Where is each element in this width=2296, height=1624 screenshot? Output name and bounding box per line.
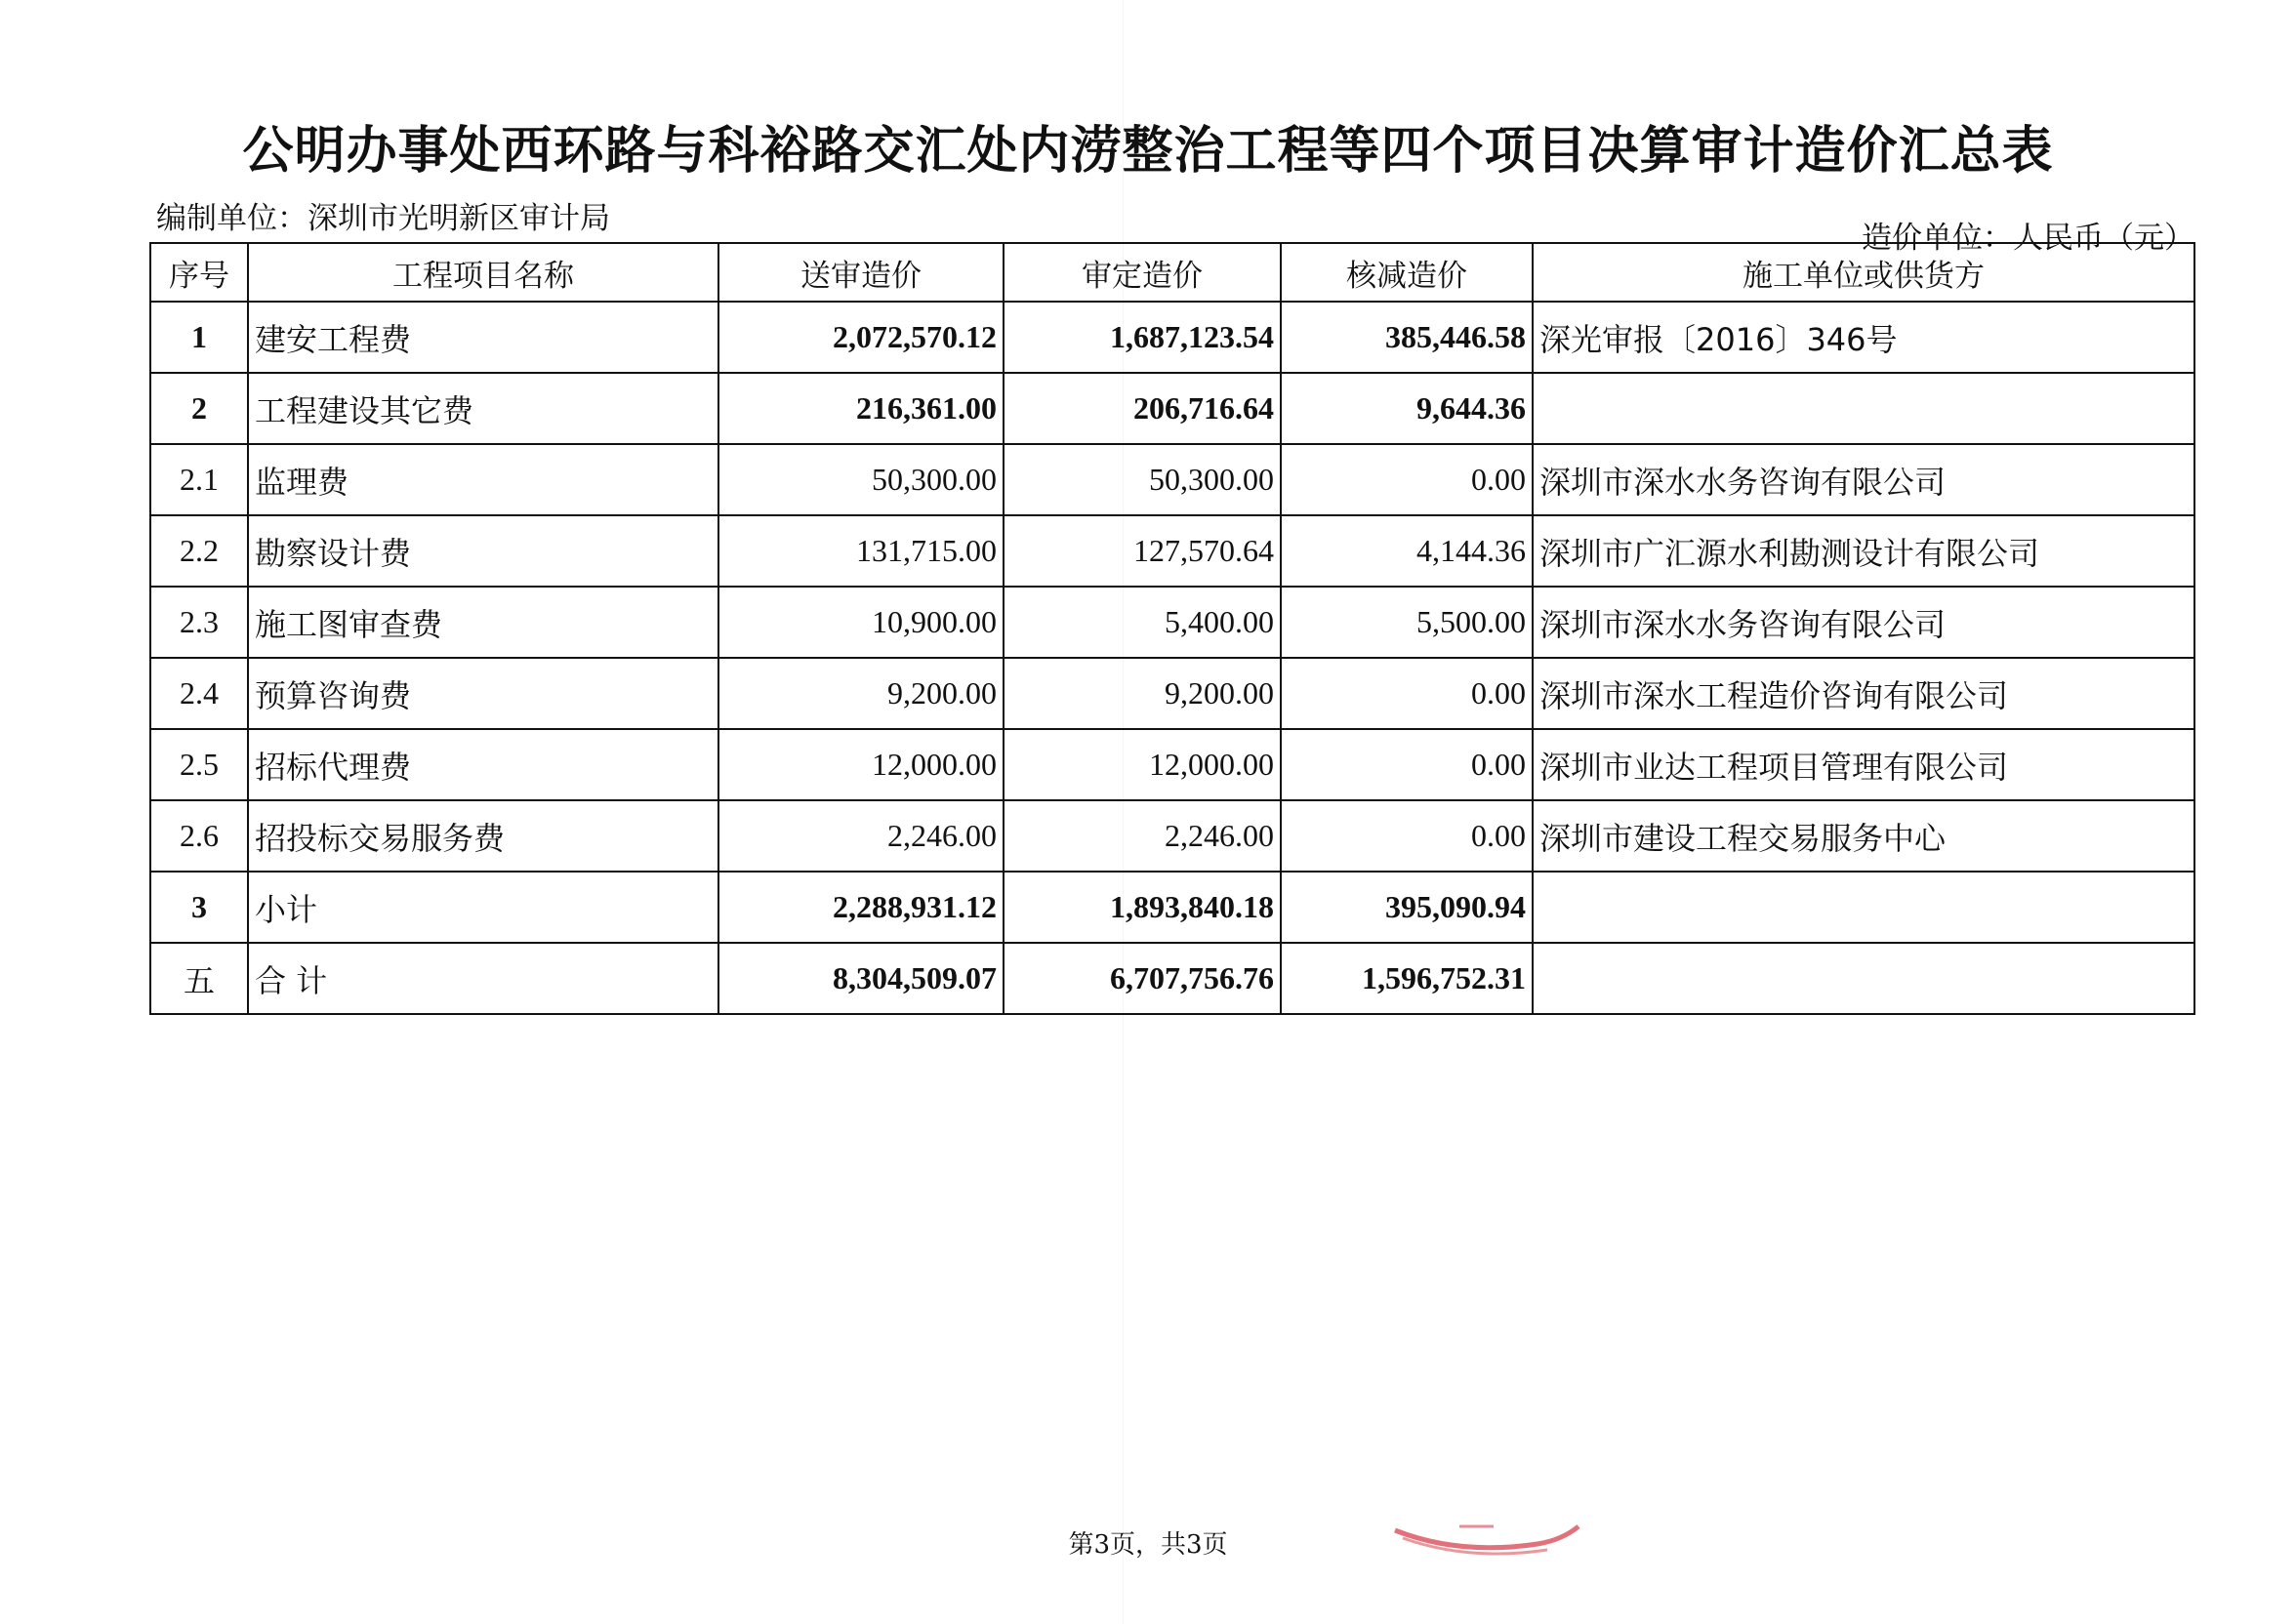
table-row (150, 729, 2194, 800)
row-approved: 2,246.00 (1004, 800, 1281, 872)
row-reduced: 0.00 (1281, 800, 1533, 872)
row-no: 2.3 (150, 587, 248, 658)
table-row-subtotal (150, 872, 2194, 943)
row-no: 1 (150, 302, 248, 373)
row-no: 2.4 (150, 658, 248, 729)
row-approved: 9,200.00 (1004, 658, 1281, 729)
row-no: 2.1 (150, 444, 248, 515)
row-submitted: 12,000.00 (718, 729, 1004, 800)
row-vendor: 深圳市深水水务咨询有限公司 (1533, 587, 2194, 658)
row-no: 3 (150, 872, 248, 943)
row-name: 招投标交易服务费 (248, 800, 718, 872)
row-reduced: 0.00 (1281, 444, 1533, 515)
row-approved: 1,893,840.18 (1004, 872, 1281, 943)
page-title: 公明办事处西环路与科裕路交汇处内涝整治工程等四个项目决算审计造价汇总表 (242, 121, 2054, 181)
row-approved: 1,687,123.54 (1004, 302, 1281, 373)
row-vendor (1533, 872, 2194, 943)
row-submitted: 9,200.00 (718, 658, 1004, 729)
row-submitted: 131,715.00 (718, 515, 1004, 587)
seal-stamp-fragment (1391, 1522, 1586, 1571)
header-reduced-cost: 核减造价 (1281, 243, 1533, 302)
row-no: 五 (150, 943, 248, 1014)
table-row (150, 658, 2194, 729)
row-vendor: 深圳市广汇源水利勘测设计有限公司 (1533, 515, 2194, 587)
row-no: 2.2 (150, 515, 248, 587)
row-name: 建安工程费 (248, 302, 718, 373)
row-approved: 12,000.00 (1004, 729, 1281, 800)
row-vendor (1533, 943, 2194, 1014)
header-project-name: 工程项目名称 (248, 243, 718, 302)
compiler-unit: 编制单位：深圳市光明新区审计局 (156, 201, 610, 236)
table-row (150, 302, 2194, 373)
row-reduced: 0.00 (1281, 658, 1533, 729)
row-reduced: 5,500.00 (1281, 587, 1533, 658)
row-no: 2 (150, 373, 248, 444)
header-no: 序号 (150, 243, 248, 302)
cost-summary-table (149, 242, 2195, 1015)
row-name: 合 计 (248, 943, 718, 1014)
row-reduced: 395,090.94 (1281, 872, 1533, 943)
row-reduced: 4,144.36 (1281, 515, 1533, 587)
row-name: 施工图审查费 (248, 587, 718, 658)
row-submitted: 50,300.00 (718, 444, 1004, 515)
row-name: 小计 (248, 872, 718, 943)
header-approved-cost: 审定造价 (1004, 243, 1281, 302)
row-name: 勘察设计费 (248, 515, 718, 587)
row-no: 2.6 (150, 800, 248, 872)
row-reduced: 0.00 (1281, 729, 1533, 800)
header-vendor: 施工单位或供货方 (1533, 243, 2194, 302)
row-reduced: 1,596,752.31 (1281, 943, 1533, 1014)
row-vendor: 深圳市深水水务咨询有限公司 (1533, 444, 2194, 515)
row-reduced: 9,644.36 (1281, 373, 1533, 444)
row-submitted: 216,361.00 (718, 373, 1004, 444)
row-reduced: 385,446.58 (1281, 302, 1533, 373)
row-vendor: 深光审报〔2016〕346号 (1533, 302, 2194, 373)
row-vendor (1533, 373, 2194, 444)
row-no: 2.5 (150, 729, 248, 800)
table-row (150, 587, 2194, 658)
table-row (150, 444, 2194, 515)
row-name: 工程建设其它费 (248, 373, 718, 444)
row-vendor: 深圳市深水工程造价咨询有限公司 (1533, 658, 2194, 729)
row-approved: 6,707,756.76 (1004, 943, 1281, 1014)
table-header-row (150, 243, 2194, 302)
row-submitted: 2,288,931.12 (718, 872, 1004, 943)
table-row (150, 515, 2194, 587)
row-vendor: 深圳市建设工程交易服务中心 (1533, 800, 2194, 872)
row-name: 预算咨询费 (248, 658, 718, 729)
header-submitted-cost: 送审造价 (718, 243, 1004, 302)
table-row (150, 800, 2194, 872)
row-approved: 50,300.00 (1004, 444, 1281, 515)
row-approved: 206,716.64 (1004, 373, 1281, 444)
row-approved: 5,400.00 (1004, 587, 1281, 658)
currency-unit: 造价单位：人民币（元） (1862, 221, 2194, 256)
row-vendor: 深圳市业达工程项目管理有限公司 (1533, 729, 2194, 800)
row-submitted: 2,072,570.12 (718, 302, 1004, 373)
row-name: 招标代理费 (248, 729, 718, 800)
page-number: 第3页，共3页 (1068, 1530, 1228, 1560)
row-submitted: 2,246.00 (718, 800, 1004, 872)
table-row (150, 373, 2194, 444)
row-submitted: 8,304,509.07 (718, 943, 1004, 1014)
row-approved: 127,570.64 (1004, 515, 1281, 587)
table-row-total (150, 943, 2194, 1014)
row-name: 监理费 (248, 444, 718, 515)
row-submitted: 10,900.00 (718, 587, 1004, 658)
